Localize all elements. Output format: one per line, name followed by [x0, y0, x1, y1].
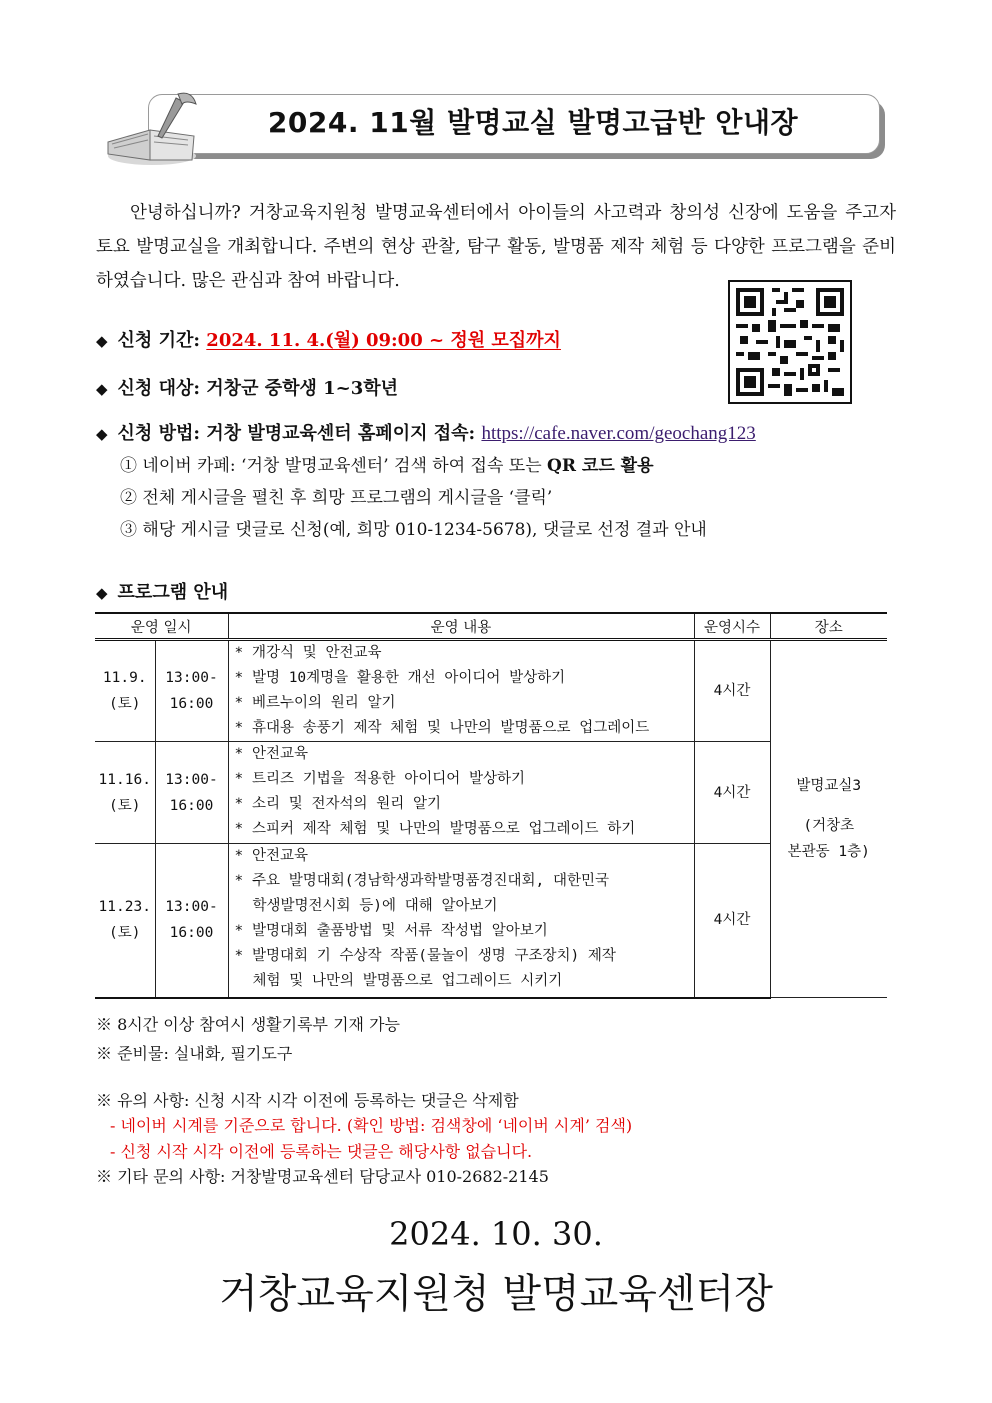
apply-target-value: 거창군 중학생 1~3학년 [206, 378, 399, 399]
apply-step-2: ② 전체 게시글을 펼친 후 희망 프로그램의 게시글을 ‘클릭’ [120, 488, 553, 508]
program-heading-text: 프로그램 안내 [117, 582, 229, 603]
apply-period-value: 2024. 11. 4.(월) 09:00 ~ 정원 모집까지 [206, 330, 561, 351]
diamond-bullet-icon: ◆ [96, 332, 108, 350]
apply-target-label: 신청 대상: [117, 378, 201, 399]
session-time: 13:00- 16:00 [155, 742, 228, 844]
apply-step-3: ③ 해당 게시글 댓글로 신청(예, 희망 010-1234-5678), 댓글로 선정 결과 안내 [120, 520, 707, 540]
session-hours: 4시간 [694, 742, 770, 844]
apply-step-1-text: ① 네이버 카페: ‘거창 발명교육센터’ 검색 하여 접속 또는 [120, 456, 542, 476]
content-line: * 휴대용 송풍기 제작 체험 및 나만의 발명품으로 업그레이드 [234, 720, 650, 736]
place-line: (거창초 [803, 818, 855, 834]
page-title: 2024. 11월 발명교실 발명고급반 안내장 [267, 106, 799, 139]
content-line: * 소리 및 전자석의 원리 알기 [234, 796, 441, 812]
content-line: * 개강식 및 안전교육 [234, 645, 382, 661]
session-time: 13:00- 16:00 [155, 844, 228, 998]
apply-target [96, 374, 398, 400]
content-line: * 발명대회 기 수상작 작품(물놀이 생명 구조장치) 제작 [234, 948, 616, 964]
apply-method [96, 419, 756, 445]
note-naver-clock: - 네이버 시계를 기준으로 합니다. (확인 방법: 검색창에 ‘네이버 시계’ 검색) [110, 1116, 633, 1135]
note-contact: ※ 기타 문의 사항: 거창발명교육센터 담당교사 010-2682-2145 [96, 1167, 549, 1186]
issue-date: 2024. 10. 30. [389, 1215, 603, 1253]
table-row [95, 640, 887, 742]
place-line: 발명교실3 [796, 778, 862, 794]
apply-method-label: 신청 방법: 거창 발명교육센터 홈페이지 접속: [117, 423, 476, 444]
place-line: 본관동 1층) [787, 844, 870, 860]
apply-period [96, 326, 561, 352]
table-header-row [95, 613, 887, 640]
header-place: 장소 [770, 613, 887, 640]
session-place [770, 640, 887, 998]
note-supplies: ※ 준비물: 실내화, 필기도구 [96, 1044, 293, 1063]
table-row [95, 742, 887, 844]
program-table [95, 612, 887, 999]
header-hours: 운영시수 [694, 613, 770, 640]
content-line: * 안전교육 [234, 746, 308, 762]
header-datetime: 운영 일시 [95, 613, 228, 640]
content-line: * 트리즈 기법을 적용한 아이디어 발상하기 [234, 771, 525, 787]
session-hours: 4시간 [694, 640, 770, 742]
diamond-bullet-icon: ◆ [96, 425, 108, 443]
note-early-comment: - 신청 시작 시각 이전에 등록하는 댓글은 해당사항 없습니다. [110, 1142, 533, 1161]
session-time: 13:00- 16:00 [155, 640, 228, 742]
apply-period-label: 신청 기간: [117, 330, 201, 351]
session-content [228, 640, 694, 742]
content-line: * 베르누이의 원리 알기 [234, 695, 396, 711]
issuer-name: 거창교육지원청 발명교육센터장 [219, 1271, 773, 1317]
apply-step-1 [120, 451, 654, 476]
session-hours: 4시간 [694, 844, 770, 998]
content-line: * 주요 발명대회(경남학생과학발명품경진대회, 대한민국 [234, 873, 610, 889]
note-caution: ※ 유의 사항: 신청 시작 시각 이전에 등록하는 댓글은 삭제함 [96, 1091, 519, 1110]
note-record: ※ 8시간 이상 참여시 생활기록부 기재 가능 [96, 1015, 400, 1034]
session-date: 11.23. (토) [95, 844, 155, 998]
content-line: * 안전교육 [234, 848, 308, 864]
session-date: 11.9. (토) [95, 640, 155, 742]
apply-step-1-qr: QR 코드 활용 [547, 456, 654, 476]
intro-text: 안녕하십니까? 거창교육지원청 발명교육센터에서 아이들의 사고력과 창의성 신장에 도움을 주고자 토요 발명교실을 개최합니다. 주변의 현상 관찰, 탐구 활동, 발명품 제작 체험 등 다양한 프로그램을 준비하였습니다. 많은 관심과 참여 바랍니다. [96, 203, 896, 291]
cafe-link[interactable]: https://cafe.naver.com/geochang123 [481, 423, 756, 444]
session-date: 11.16. (토) [95, 742, 155, 844]
header-content: 운영 내용 [228, 613, 694, 640]
content-line: * 스피커 제작 체험 및 나만의 발명품으로 업그레이드 하기 [234, 821, 636, 837]
diamond-bullet-icon: ◆ [96, 380, 108, 398]
session-content [228, 742, 694, 844]
content-line: 학생발명전시회 등)에 대해 알아보기 [252, 898, 498, 914]
content-line: * 발명대회 출품방법 및 서류 작성법 알아보기 [234, 923, 548, 939]
diamond-bullet-icon: ◆ [96, 584, 108, 602]
content-line: 체험 및 나만의 발명품으로 업그레이드 시키기 [252, 973, 563, 989]
qr-code-icon[interactable] [728, 280, 852, 404]
table-row [95, 844, 887, 998]
session-content [228, 844, 694, 998]
program-heading [96, 578, 228, 604]
content-line: * 발명 10계명을 활용한 개선 아이디어 발상하기 [234, 670, 566, 686]
